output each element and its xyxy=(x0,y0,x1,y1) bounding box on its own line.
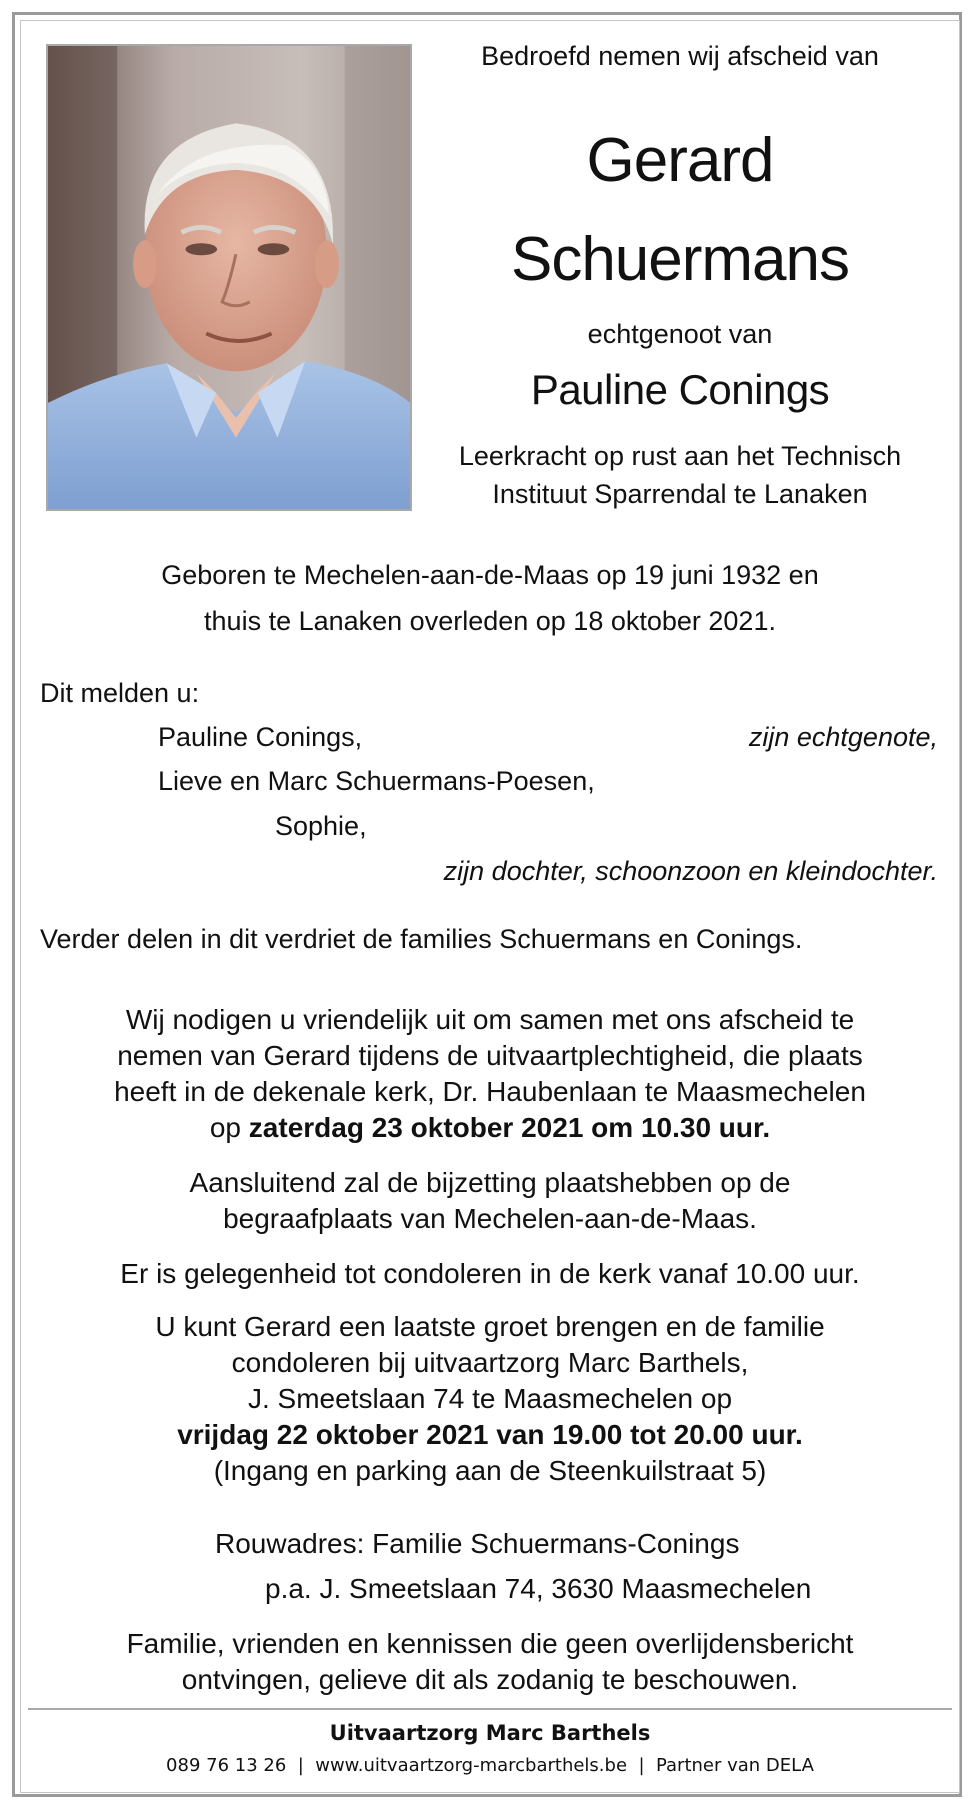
condolence-line: Er is gelegenheid tot condoleren in de kerk vanaf 10.00 uur. xyxy=(120,1258,860,1289)
visitation-line-5: (Ingang en parking aan de Steenkuilstraat 5) xyxy=(213,1455,767,1486)
deceased-first-name: Gerard xyxy=(586,126,774,195)
funeral-home-contact: 089 76 13 26 | www.uitvaartzorg-marcbarthels.be | Partner van DELA xyxy=(166,1755,814,1776)
birth-death-line-2: thuis te Lanaken overleden op 18 oktober 2021. xyxy=(204,606,776,636)
mourning-address-line-2: p.a. J. Smeetslaan 74, 3630 Maasmechelen xyxy=(265,1573,812,1604)
mourning-address-line-1: Rouwadres: Familie Schuermans-Conings xyxy=(215,1528,740,1559)
visitation-line-3: J. Smeetslaan 74 te Maasmechelen op xyxy=(247,1383,733,1414)
ceremony-line-3: heeft in de dekenale kerk, Dr. Haubenlaan te Maasmechelen xyxy=(114,1076,866,1107)
spouse-name: Pauline Conings xyxy=(530,366,830,413)
burial-line-1: Aansluitend zal de bijzetting plaatshebben op de xyxy=(189,1167,791,1198)
funeral-home-name: Uitvaartzorg Marc Barthels xyxy=(329,1721,651,1745)
ceremony-date-prefix: op xyxy=(209,1112,242,1143)
occupation-line-1: Leerkracht op rust aan het Technisch xyxy=(458,441,902,471)
closing-line-1: Familie, vrienden en kennissen die geen overlijdensbericht xyxy=(126,1628,854,1659)
occupation-line-2: Instituut Sparrendal te Lanaken xyxy=(492,479,868,509)
birth-death-line-1: Geboren te Mechelen-aan-de-Maas op 19 juni 1932 en xyxy=(161,560,819,590)
burial-line-2: begraafplaats van Mechelen-aan-de-Maas. xyxy=(223,1203,757,1234)
announcer-daughter: Lieve en Marc Schuermans-Poesen, xyxy=(158,766,595,796)
announcer-spouse-role: zijn echtgenote, xyxy=(748,722,938,752)
visitation-date: vrijdag 22 oktober 2021 van 19.00 tot 20.00 uur. xyxy=(177,1419,803,1450)
visitation-line-4 xyxy=(40,1417,940,1453)
visitation-line-1: U kunt Gerard een laatste groet brengen en de familie xyxy=(155,1311,825,1342)
visitation-line-2: condoleren bij uitvaartzorg Marc Barthels, xyxy=(231,1347,749,1378)
announcer-grandchild: Sophie, xyxy=(275,811,367,841)
announcer-children-role: zijn dochter, schoonzoon en kleindochter. xyxy=(443,856,938,886)
families-text: Verder delen in dit verdriet de families Schuermans en Conings. xyxy=(40,924,803,954)
closing-line-2: ontvingen, gelieve dit als zodanig te beschouwen. xyxy=(181,1664,799,1695)
relation-text: echtgenoot van xyxy=(587,319,773,349)
ceremony-date: zaterdag 23 oktober 2021 om 10.30 uur. xyxy=(248,1112,771,1143)
intro-text: Bedroefd nemen wij afscheid van xyxy=(481,41,879,71)
portrait-photo-icon xyxy=(48,46,410,509)
ceremony-line-1: Wij nodigen u vriendelijk uit om samen met ons afscheid te xyxy=(125,1004,855,1035)
ceremony-line-2: nemen van Gerard tijdens de uitvaartplechtigheid, die plaats xyxy=(117,1040,863,1071)
ceremony-line-4 xyxy=(40,1110,940,1146)
announcers-intro: Dit melden u: xyxy=(40,678,200,708)
deceased-last-name: Schuermans xyxy=(510,225,850,294)
portrait-photo xyxy=(46,44,412,511)
announcer-spouse: Pauline Conings, xyxy=(158,722,363,752)
footer-divider xyxy=(28,1708,952,1710)
